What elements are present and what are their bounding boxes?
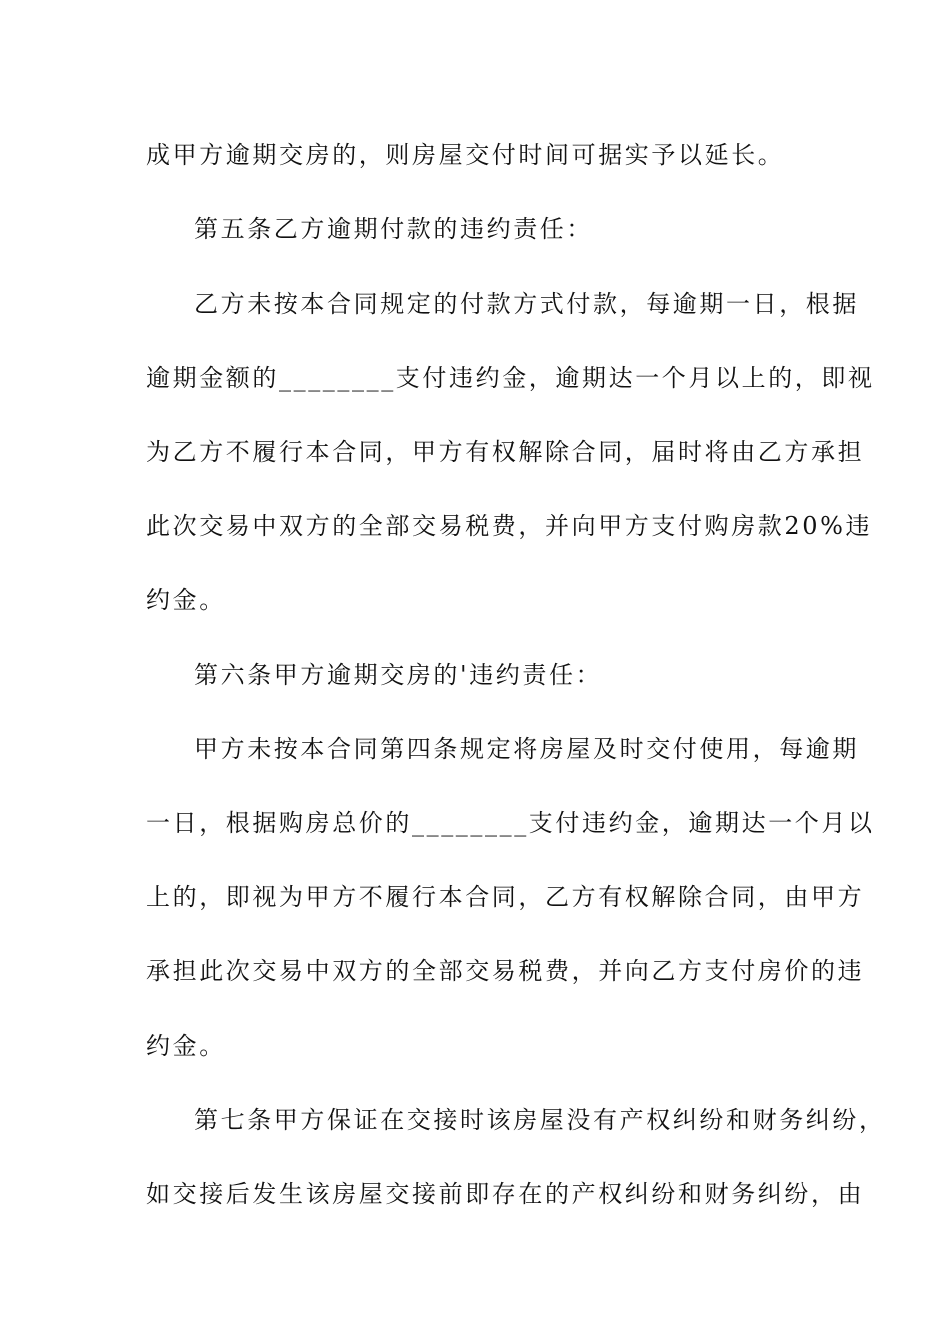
clause-6-heading: 第六条甲方逾期交房的'违约责任： (194, 661, 603, 689)
text-line: 承担此次交易中双方的全部交易税费，并向乙方支付房价的违 (146, 957, 865, 985)
text-line: 如交接后发生该房屋交接前即存在的产权纠纷和财务纠纷，由 (146, 1180, 865, 1208)
text-line: 一日，根据购房总价的________支付违约金，逾期达一个月以 (146, 809, 875, 837)
text-line: 此次交易中双方的全部交易税费，并向甲方支付购房款20%违 (146, 512, 873, 540)
text-line: 成甲方逾期交房的，则房屋交付时间可据实予以延长。 (146, 141, 785, 169)
text-line: 约金。 (146, 1032, 226, 1060)
clause-5-heading: 第五条乙方逾期付款的违约责任： (194, 215, 593, 243)
text-line: 为乙方不履行本合同，甲方有权解除合同，届时将由乙方承担 (146, 438, 865, 466)
text-line: 上的，即视为甲方不履行本合同，乙方有权解除合同，由甲方 (146, 883, 865, 911)
text-line: 乙方未按本合同规定的付款方式付款，每逾期一日，根据 (194, 290, 859, 318)
text-line: 逾期金额的________支付违约金，逾期达一个月以上的，即视 (146, 364, 875, 392)
text-line: 甲方未按本合同第四条规定将房屋及时交付使用，每逾期 (194, 735, 859, 763)
text-line: 约金。 (146, 586, 226, 614)
clause-7-line: 第七条甲方保证在交接时该房屋没有产权纠纷和财务纠纷， (194, 1106, 886, 1134)
